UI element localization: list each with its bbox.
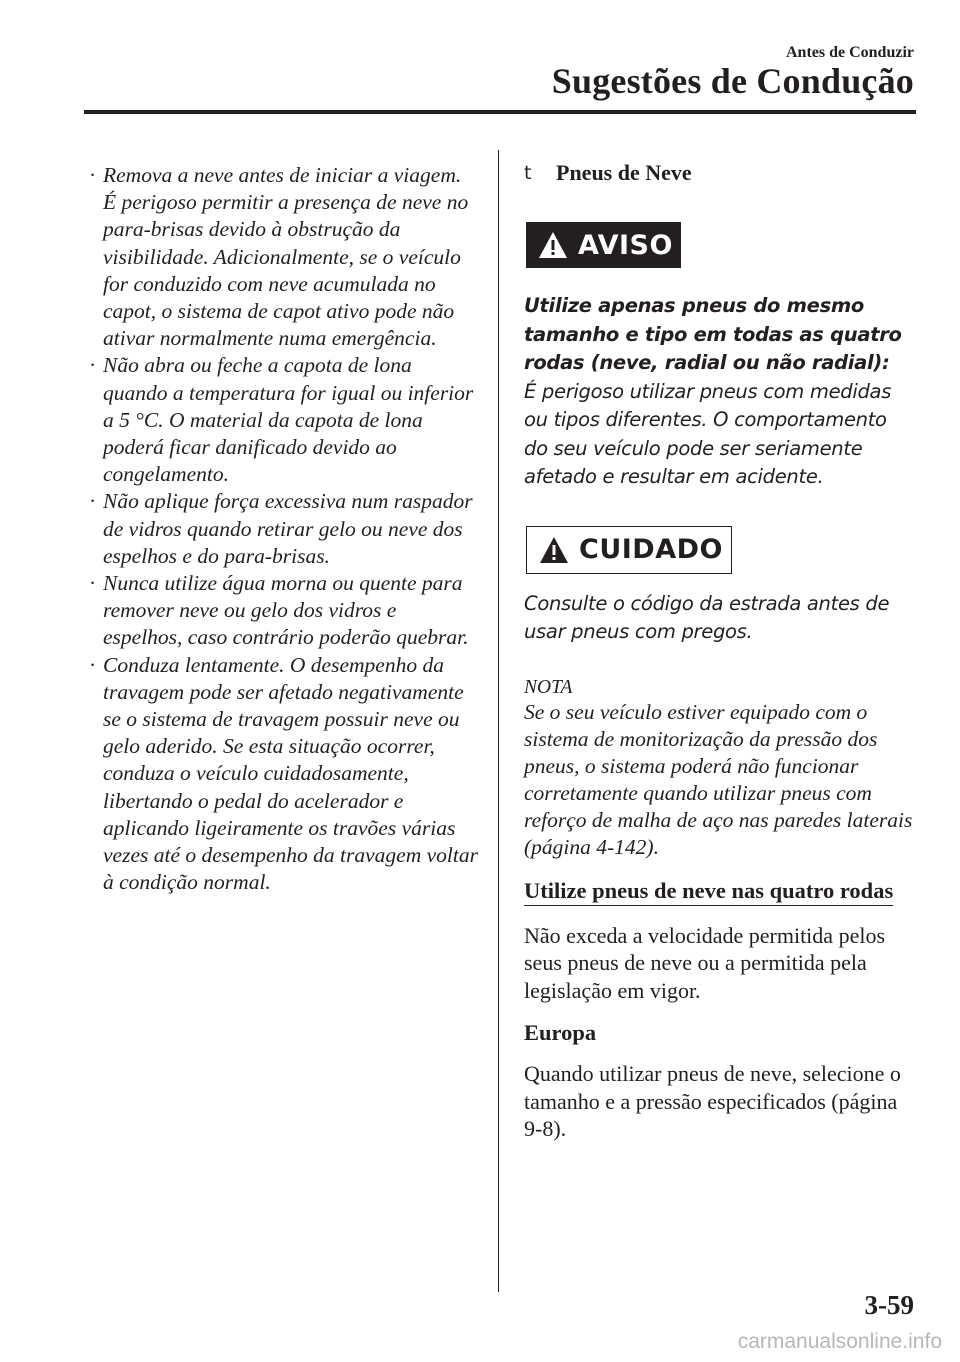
warning-triangle-icon bbox=[538, 231, 568, 259]
caution-text: Consulte o código da estrada antes de usar pneus com pregos. bbox=[524, 591, 890, 643]
bullet-text: Remova a neve antes de iniciar a viagem. É perigoso permitir a presença de neve no para-brisas devido à obstrução da visibilidade. Adicionalmente, se o veículo for conduzido com neve acumulada no capot, o sistema de capot ativo pode não ativar normalmente numa emergência. bbox=[103, 163, 469, 351]
section-marker: t bbox=[524, 162, 532, 184]
section-title: Pneus de Neve bbox=[556, 160, 692, 185]
list-item bbox=[78, 162, 478, 352]
right-column bbox=[524, 160, 916, 1143]
bullet-dot: · bbox=[89, 652, 97, 677]
note-text: Se o seu veículo estiver equipado com o sistema de monitorização da pressão dos pneus, o sistema poderá não funcionar corretamente quando utilizar pneus com reforço de malha de aço nas paredes laterais (página 4-142). bbox=[524, 699, 913, 859]
bullet-dot: · bbox=[89, 571, 97, 596]
bullet-list bbox=[78, 162, 478, 896]
warning-triangle-icon bbox=[539, 536, 569, 564]
europe-text: Quando utilizar pneus de neve, selecione o tamanho e a pressão especificados (página 9-8). bbox=[524, 1061, 901, 1141]
section-heading bbox=[524, 160, 916, 186]
subsection-title: Utilize pneus de neve nas quatro rodas bbox=[524, 877, 893, 906]
warning-label: AVISO bbox=[578, 229, 673, 261]
warning-text: É perigoso utilizar pneus com medidas ou tipos diferentes. O comportamento do seu veículo pode ser seriamente afetado e resultar em acidente. bbox=[524, 379, 892, 488]
list-item bbox=[78, 652, 478, 897]
header-rule bbox=[84, 110, 916, 114]
column-divider bbox=[498, 150, 499, 1292]
bullet-text: Conduza lentamente. O desempenho da travagem pode ser afetado negativamente se o sistema de travagem possuir neve ou gelo aderido. Se esta situação ocorrer, conduza o veículo cuidadosamente, libertando o pedal do acelerador e aplicando ligeiramente os travões várias vezes até o desempenho da travagem voltar à condição normal. bbox=[103, 652, 478, 895]
warning-badge bbox=[526, 222, 681, 268]
bullet-dot: · bbox=[89, 489, 97, 514]
europe-title: Europa bbox=[524, 1020, 597, 1045]
bullet-text: Nunca utilize água morna ou quente para remover neve ou gelo dos vidros e espelhos, caso contrário poderão quebrar. bbox=[103, 571, 469, 650]
page-title: Sugestões de Condução bbox=[551, 61, 914, 101]
list-item bbox=[78, 352, 478, 488]
warning-bold-text: Utilize apenas pneus do mesmo tamanho e tipo em todas as quatro rodas (neve, radial ou não radial): bbox=[524, 294, 902, 374]
watermark: carmanualsonline.info bbox=[737, 1330, 942, 1353]
caution-badge bbox=[526, 526, 732, 574]
bullet-dot: · bbox=[89, 163, 97, 187]
bullet-text: Não abra ou feche a capota de lona quando a temperatura for igual ou inferior a 5 °C. O material da capota de lona poderá ficar danificado devido ao congelamento. bbox=[103, 353, 474, 487]
left-column bbox=[78, 162, 478, 896]
bullet-dot: · bbox=[89, 353, 97, 378]
subsection-text: Não exceda a velocidade permitida pelos seus pneus de neve ou a permitida pela legislação em vigor. bbox=[524, 922, 886, 1003]
list-item bbox=[78, 488, 478, 570]
bullet-text: Não aplique força excessiva num raspador de vidros quando retirar gelo ou neve dos espelhos e do para-brisas. bbox=[103, 489, 473, 568]
caution-label: CUIDADO bbox=[579, 534, 723, 565]
header-chapter: Antes de Conduzir bbox=[785, 44, 914, 61]
list-item bbox=[78, 570, 478, 652]
page-number: 3-59 bbox=[864, 1290, 914, 1320]
note-label: NOTA bbox=[524, 676, 573, 698]
